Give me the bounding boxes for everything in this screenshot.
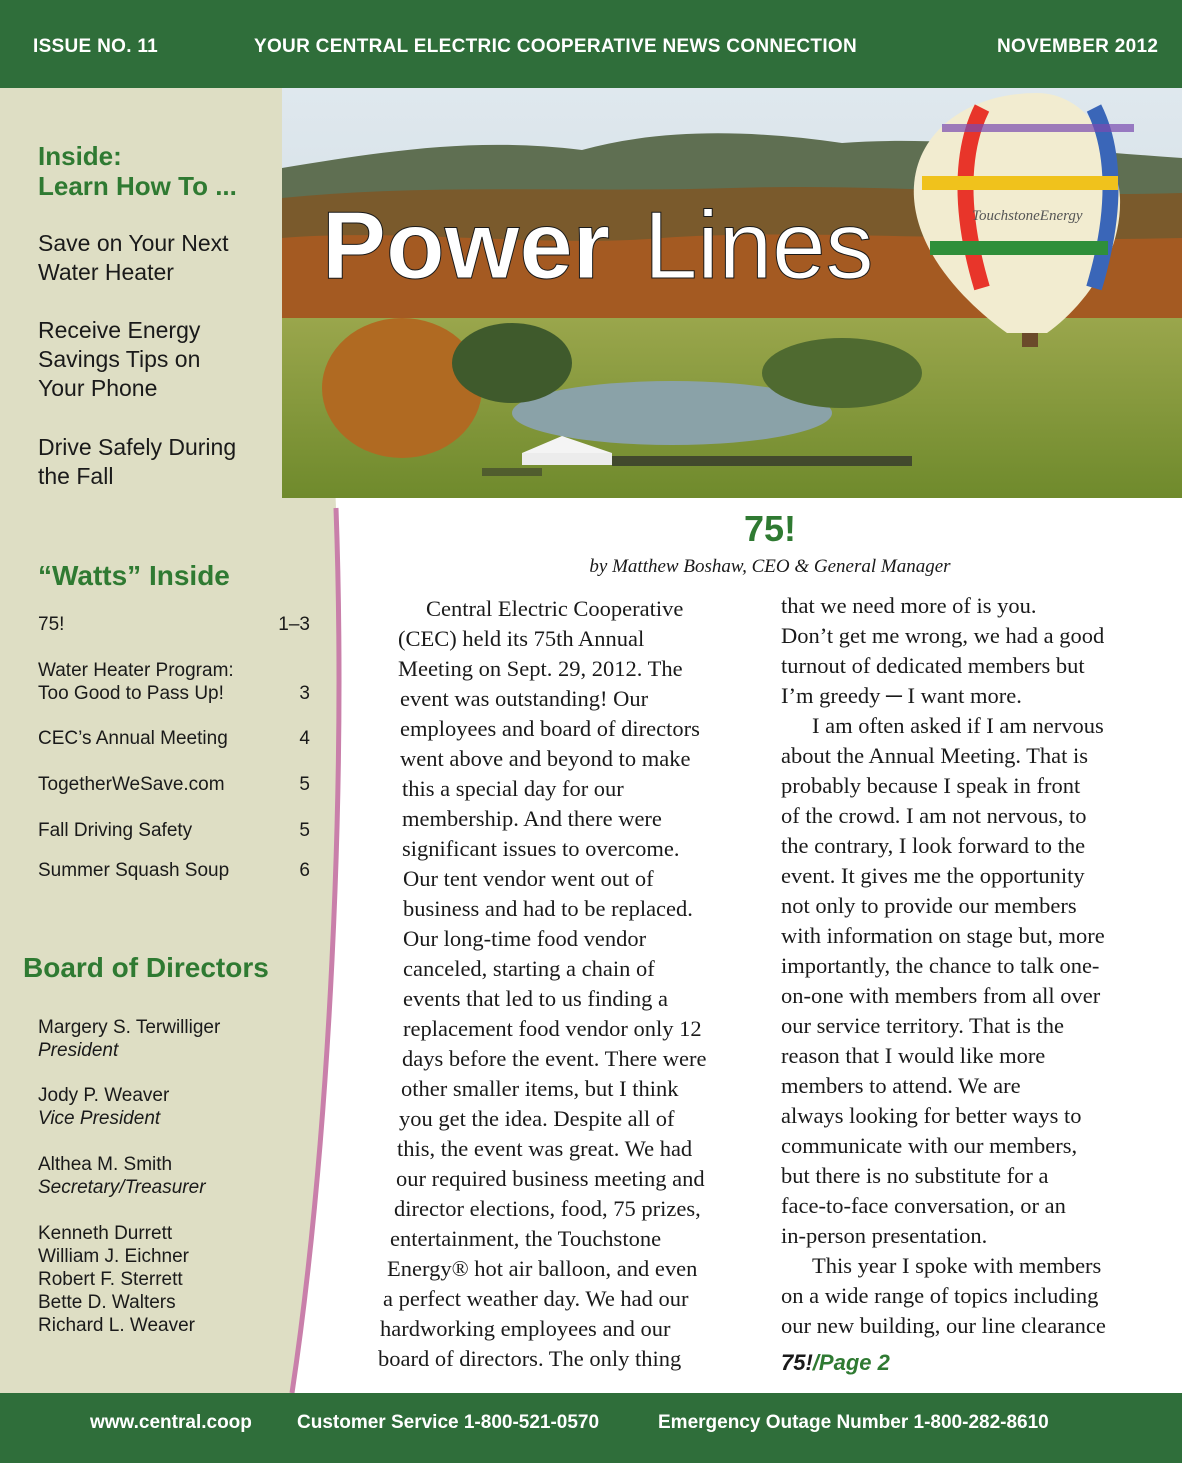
article-line: business and had to be replaced.	[403, 896, 693, 921]
article-line: Our tent vendor went out of	[403, 866, 654, 891]
article-line: not only to provide our members	[781, 893, 1077, 918]
article-column-2	[781, 591, 1106, 1341]
article-line: always looking for better ways to	[781, 1103, 1082, 1128]
article-line: canceled, starting a chain of	[403, 956, 655, 981]
article-line: members to attend. We are	[781, 1073, 1021, 1098]
toc-item: CEC’s Annual Meeting 4	[38, 728, 310, 749]
article-line: our new building, our line clearance	[781, 1313, 1106, 1338]
article-line: importantly, the chance to talk one-	[781, 953, 1100, 978]
toc-item: Summer Squash Soup 6	[38, 860, 310, 881]
learn-item: Drive Safely During the Fall	[38, 434, 237, 489]
article-line: I’m greedy ─ I want more.	[781, 683, 1022, 708]
article-line: event was outstanding! Our	[400, 686, 649, 711]
article-column-1	[378, 594, 706, 1374]
article-line: you get the idea. Despite all of	[399, 1106, 675, 1131]
article-line: replacement food vendor only 12	[403, 1016, 702, 1041]
article-line: our service territory. That is the	[781, 1013, 1065, 1038]
toc-item: Water Heater Program: Too Good to Pass Up! 3	[38, 660, 310, 704]
article-title: 75!	[743, 508, 797, 549]
article-line: Energy® hot air balloon, and even	[387, 1256, 698, 1281]
article-line: this, the event was great. We had	[397, 1136, 693, 1161]
article-byline: by Matthew Boshaw, CEO & General Manager	[589, 556, 951, 577]
article-line: probably because I speak in front	[781, 773, 1081, 798]
article-line: Central Electric Cooperative	[426, 596, 684, 621]
learn-item: Receive Energy Savings Tips on Your Phone	[38, 317, 201, 401]
article-line: entertainment, the Touchstone	[390, 1226, 662, 1251]
header-bar	[0, 0, 1182, 88]
article-line: about the Annual Meeting. That is	[781, 743, 1089, 768]
article-line: on a wide range of topics including	[781, 1283, 1099, 1308]
article-line: employees and board of directors	[400, 716, 700, 741]
article-line: membership. And there were	[402, 806, 662, 831]
masthead-lines: Lines	[644, 192, 874, 299]
article-line: director elections, food, 75 prizes,	[394, 1196, 701, 1221]
article-line: face-to-face conversation, or an	[781, 1193, 1066, 1218]
learn-item: Save on Your Next Water Heater	[38, 230, 229, 285]
board-member: Jody P. Weaver Vice President	[38, 1085, 170, 1129]
watts-inside-heading: “Watts” Inside	[38, 560, 230, 591]
issue-date: NOVEMBER 2012	[997, 36, 1159, 57]
article-line: Our long-time food vendor	[403, 926, 647, 951]
article-line: event. It gives me the opportunity	[781, 863, 1085, 888]
toc-item: TogetherWeSave.com 5	[38, 774, 310, 795]
article-line: (CEC) held its 75th Annual	[398, 626, 645, 651]
customer-service-number: Customer Service 1-800-521-0570	[297, 1412, 600, 1433]
article-line: events that led to us finding a	[403, 986, 668, 1011]
article-line: that we need more of is you.	[781, 593, 1037, 618]
footer-bar	[0, 1393, 1182, 1463]
article-line: on-one with members from all over	[781, 983, 1101, 1008]
article-line: hardworking employees and our	[380, 1316, 671, 1341]
article-line: board of directors. The only thing	[378, 1346, 682, 1371]
article-line: went above and beyond to make	[400, 746, 691, 771]
emergency-number: Emergency Outage Number 1-800-282-8610	[658, 1412, 1049, 1433]
article-line: Meeting on Sept. 29, 2012. The	[398, 656, 683, 681]
inside-heading: Inside: Learn How To ...	[38, 141, 237, 201]
article-line: I am often asked if I am nervous	[812, 713, 1104, 738]
svg-text:TouchstoneEnergy: TouchstoneEnergy	[972, 208, 1083, 224]
article-line: other smaller items, but I think	[401, 1076, 679, 1101]
board-heading: Board of Directors	[23, 952, 269, 983]
issue-number: ISSUE NO. 11	[33, 36, 159, 57]
article-line: our required business meeting and	[396, 1166, 705, 1191]
article-line: this a special day for our	[402, 776, 624, 801]
toc-item: Fall Driving Safety 5	[38, 820, 310, 841]
tagline: YOUR CENTRAL ELECTRIC COOPERATIVE NEWS CONNECTION	[254, 36, 858, 57]
hero-landscape-image	[282, 88, 1182, 498]
article-line: communicate with our members,	[781, 1133, 1078, 1158]
article-line: This year I spoke with members	[812, 1253, 1102, 1278]
continued-link[interactable]: 75!/Page 2	[781, 1350, 890, 1375]
article-line: but there is no substitute for a	[781, 1163, 1049, 1188]
board-member: Margery S. Terwilliger President	[38, 1017, 221, 1061]
article-line: reason that I would like more	[781, 1043, 1046, 1068]
masthead-power: Power	[322, 192, 611, 299]
article-line: significant issues to overcome.	[402, 836, 680, 861]
article-line: in-person presentation.	[781, 1223, 988, 1248]
board-directors-list: Kenneth Durrett William J. Eichner Robert F. Sterrett Bette D. Walters Richard L. Weaver	[38, 1223, 195, 1336]
toc-item: 75! 1–3	[38, 614, 310, 635]
website-link[interactable]: www.central.coop	[90, 1412, 252, 1433]
article-line: turnout of dedicated members but	[781, 653, 1085, 678]
article-line: a perfect weather day. We had our	[383, 1286, 689, 1311]
article-line: of the crowd. I am not nervous, to	[781, 803, 1087, 828]
article-line: days before the event. There were	[402, 1046, 707, 1071]
article-line: with information on stage but, more	[781, 923, 1105, 948]
article-line: Don’t get me wrong, we had a good	[781, 623, 1105, 648]
board-member: Althea M. Smith Secretary/Treasurer	[38, 1154, 206, 1198]
article-line: the contrary, I look forward to the	[781, 833, 1086, 858]
